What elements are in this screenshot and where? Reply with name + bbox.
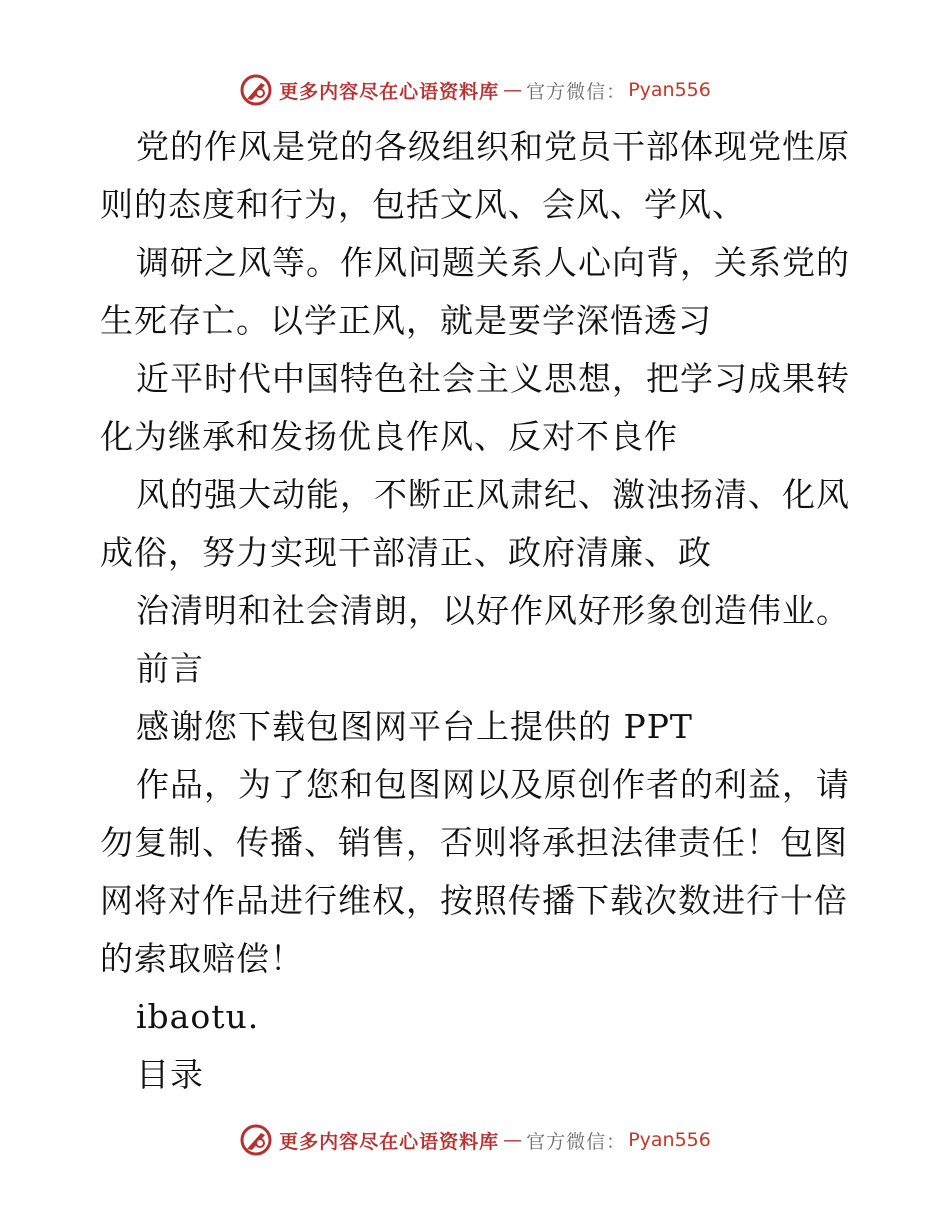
body-line: 风的强大动能，不断正风肃纪、激浊扬清、化风 [136, 475, 850, 514]
quill-seal-icon [239, 1123, 273, 1157]
body-line: 网将对作品进行维权，按照传播下载次数进行十倍 [100, 881, 848, 920]
body-line: 治清明和社会清朗，以好作风好形象创造伟业。 [136, 591, 850, 630]
section-heading-contents: 目录 [136, 1055, 204, 1094]
quill-seal-icon [239, 73, 273, 107]
banner-dash: — [503, 79, 523, 101]
banner-dash: — [503, 1129, 523, 1151]
body-line: 党的作风是党的各级组织和党员干部体现党性原 [136, 127, 850, 166]
footer-banner [0, 1120, 950, 1160]
body-line: 勿复制、传播、销售，否则将承担法律责任！包图 [100, 823, 848, 862]
body-line: 近平时代中国特色社会主义思想，把学习成果转 [136, 359, 850, 398]
body-line: 作品，为了您和包图网以及原创作者的利益，请 [136, 765, 850, 804]
document-body [100, 118, 860, 1104]
body-line: 生死存亡。以学正风，就是要学深悟透习 [100, 301, 712, 340]
banner-wechat-id: Pyan556 [628, 1129, 711, 1151]
header-banner [0, 70, 950, 110]
banner-wechat-id: Pyan556 [628, 79, 711, 101]
banner-brand-text: 更多内容尽在心语资料库 [279, 1130, 500, 1153]
body-line: 调研之风等。作风问题关系人心向背，关系党的 [136, 243, 850, 282]
body-line: 则的态度和行为，包括文风、会风、学风、 [100, 185, 746, 224]
banner-wechat-label: 官方微信： [526, 1130, 627, 1153]
section-heading-preface: 前言 [136, 649, 204, 688]
body-line-url: ibaotu. [136, 997, 260, 1036]
body-line: 成俗，努力实现干部清正、政府清廉、政 [100, 533, 712, 572]
body-line: 感谢您下载包图网平台上提供的 PPT [136, 707, 693, 746]
banner-brand-text: 更多内容尽在心语资料库 [279, 80, 500, 103]
body-line: 的索取赔偿！ [100, 939, 304, 978]
banner-wechat-label: 官方微信： [526, 80, 627, 103]
body-line: 化为继承和发扬优良作风、反对不良作 [100, 417, 678, 456]
